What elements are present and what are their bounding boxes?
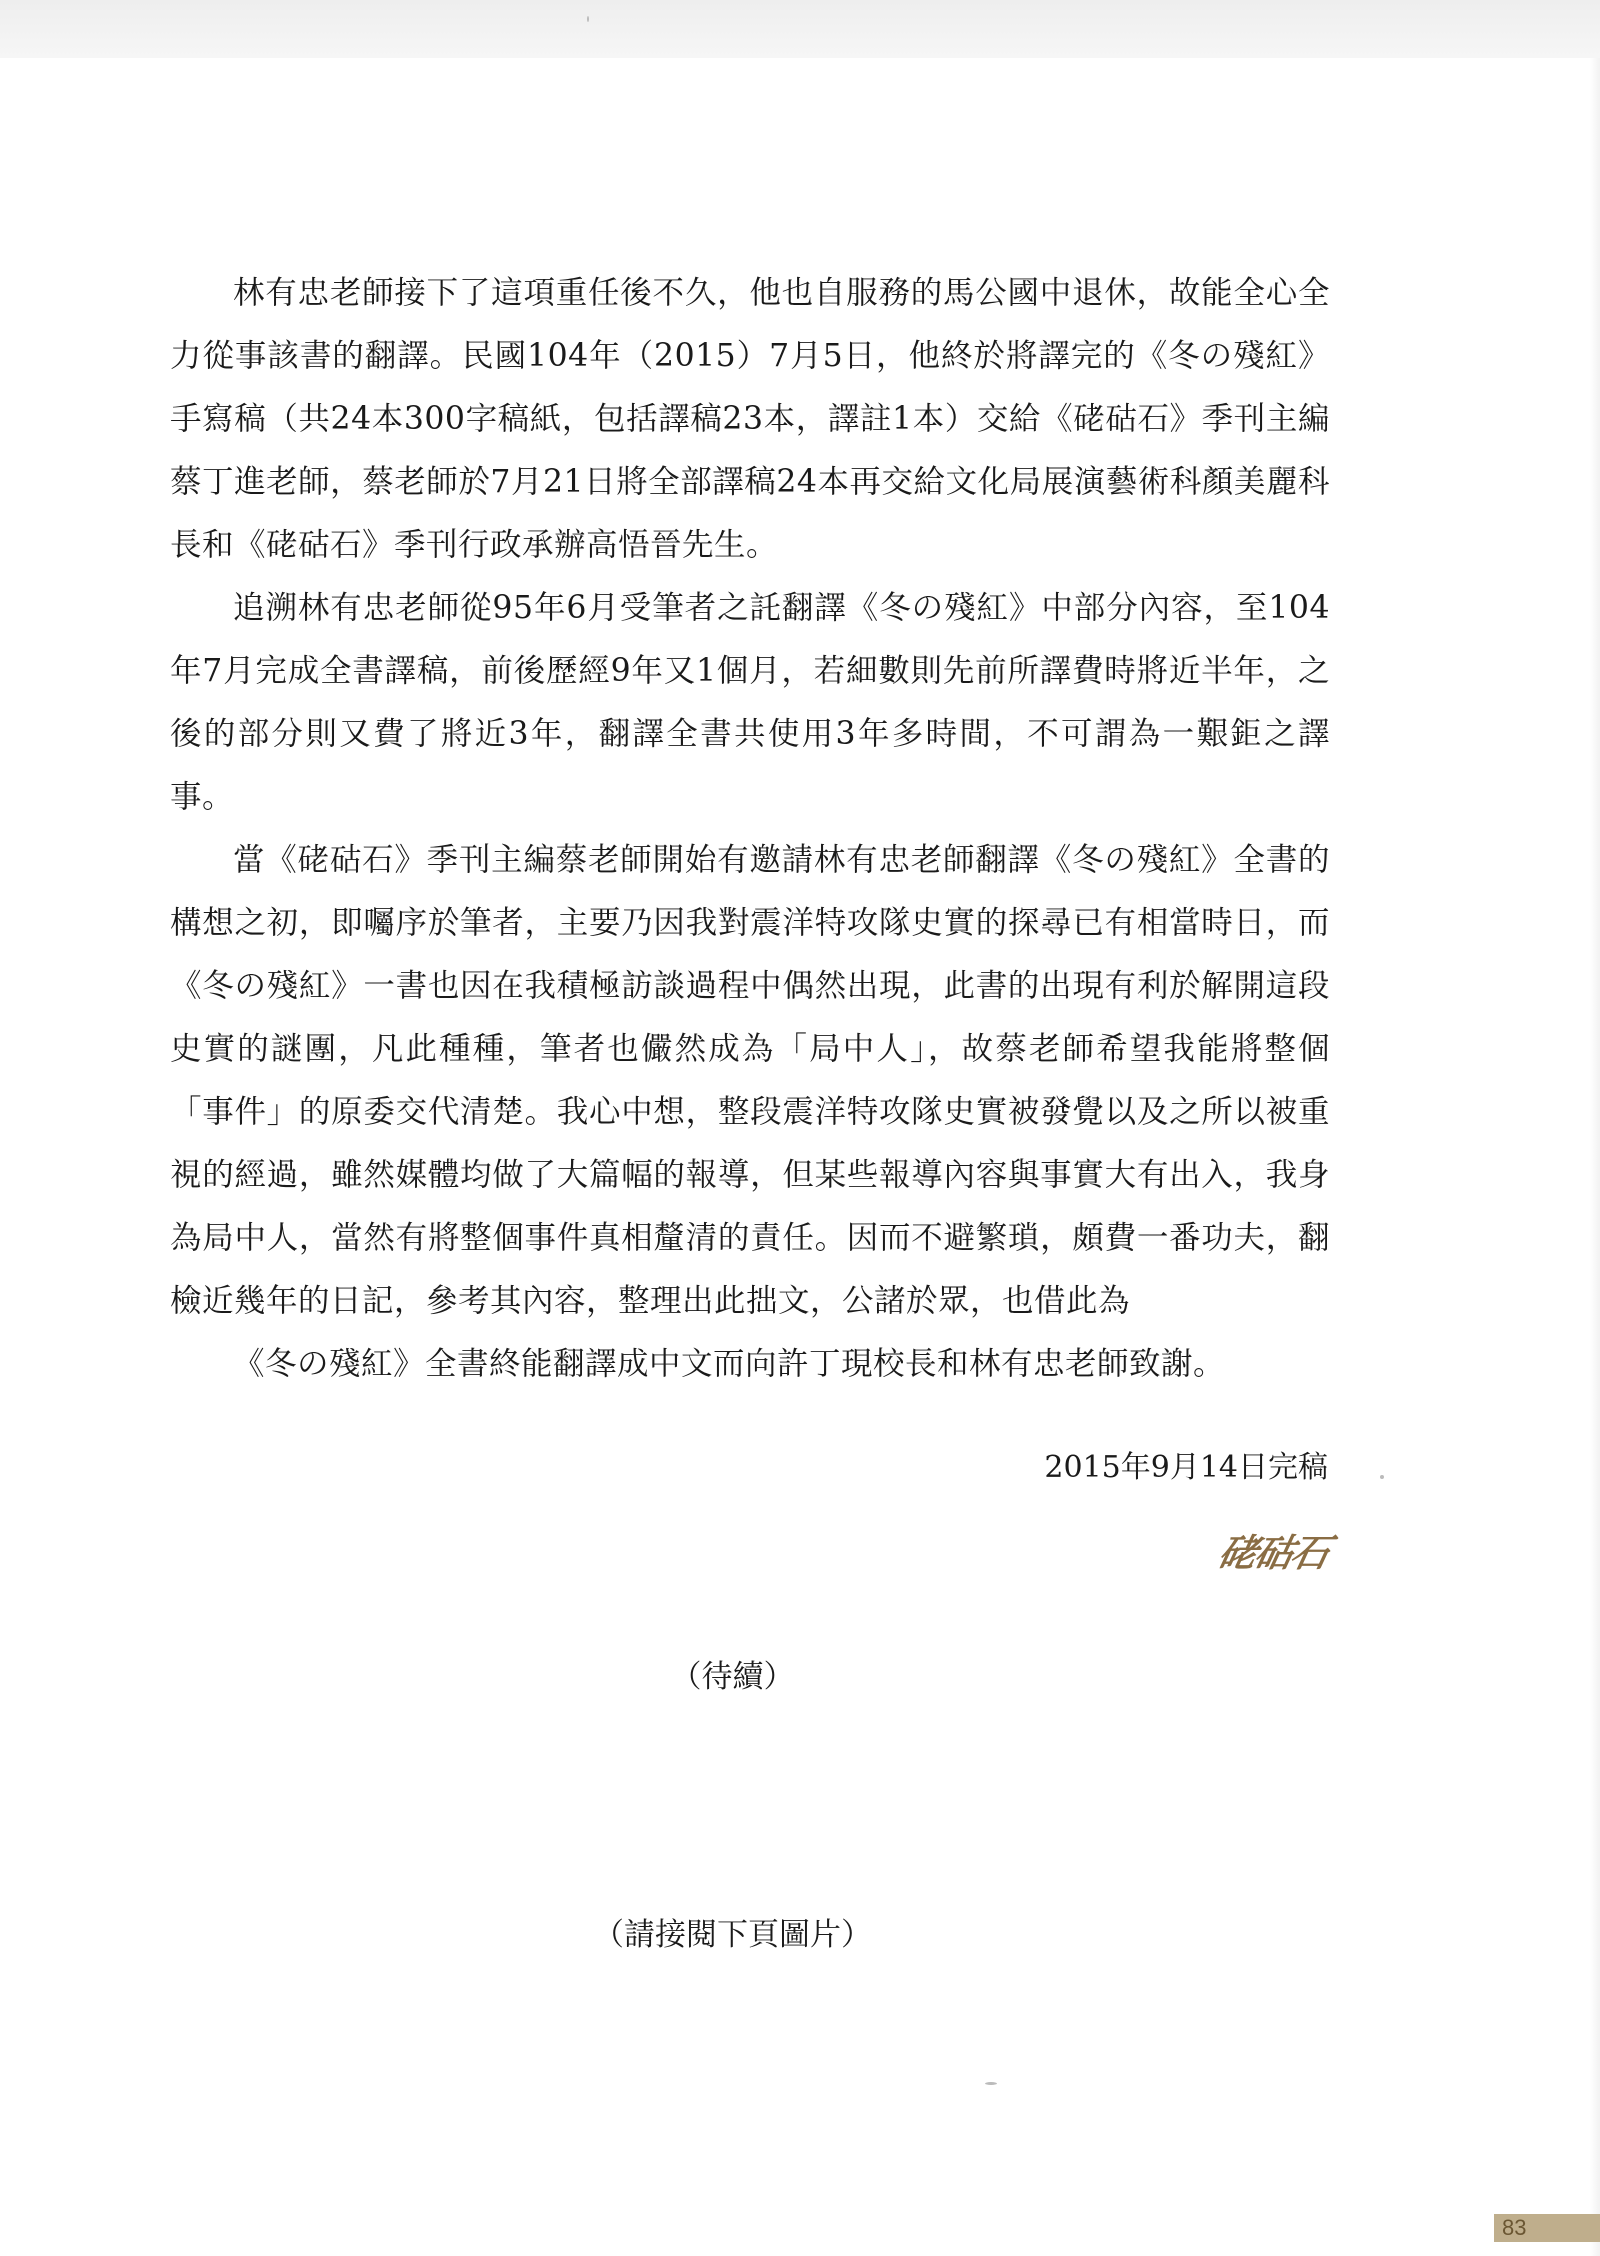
paragraph-1: 林有忠老師接下了這項重任後不久，他也自服務的馬公國中退休，故能全心全力從事該書的翻譯。民國104年（2015）7月5日，他終於將譯完的《冬の殘紅》手寫稿（共24本300字稿紙，包括譯稿23本，譯註1本）交給《硓𥑮石》季刊主編蔡丁進老師，蔡老師於7月21日將全部譯稿24本再交給文化局展演藝術科顏美麗科長和《硓𥑮石》季刊行政承辦高悟晉先生。: [170, 275, 1330, 563]
to-be-continued-note: （待續）: [670, 1659, 795, 1695]
scan-speck: [587, 16, 589, 22]
scan-speck: [1380, 1475, 1384, 1479]
paragraph-3: 當《硓𥑮石》季刊主編蔡老師開始有邀請林有忠老師翻譯《冬の殘紅》全書的構想之初，即囑序於筆者，主要乃因我對震洋特攻隊史實的探尋已有相當時日，而《冬の殘紅》一書也因在我積極訪談過程中偶然出現，此書的出現有利於解開這段史實的謎團，凡此種種，筆者也儼然成為「局中人」，故蔡老師希望我能將整個「事件」的原委交代清楚。我心中想，整段震洋特攻隊史實被發覺以及之所以被重視的經過，雖然媒體均做了大篇幅的報導，但某些報導內容與事實大有出入，我身為局中人，當然有將整個事件真相釐清的責任。因而不避繁瑣，頗費一番功夫，翻檢近幾年的日記，參考其內容，整理出此拙文，公諸於眾，也借此為: [170, 842, 1330, 1319]
article-body: [170, 262, 1330, 1396]
paragraph-4: 《冬の殘紅》全書終能翻譯成中文而向許丁現校長和林有忠老師致謝。: [233, 1346, 1226, 1382]
signature-logo: 硓𥑮石: [1214, 1530, 1333, 1575]
scan-top-band: [0, 0, 1600, 58]
page-number: 83: [1494, 2214, 1600, 2242]
scan-right-edge: [1590, 58, 1600, 2256]
next-page-note: （請接閱下頁圖片）: [593, 1917, 872, 1953]
completion-date: 2015年9月14日完稿: [1044, 1450, 1328, 1485]
paragraph-2: 追溯林有忠老師從95年6月受筆者之託翻譯《冬の殘紅》中部分內容，至104年7月完成全書譯稿，前後歷經9年又1個月，若細數則先前所譯費時將近半年，之後的部分則又費了將近3年，翻譯全書共使用3年多時間，不可謂為一艱鉅之譯事。: [170, 590, 1330, 815]
scan-speck: [985, 2082, 997, 2085]
